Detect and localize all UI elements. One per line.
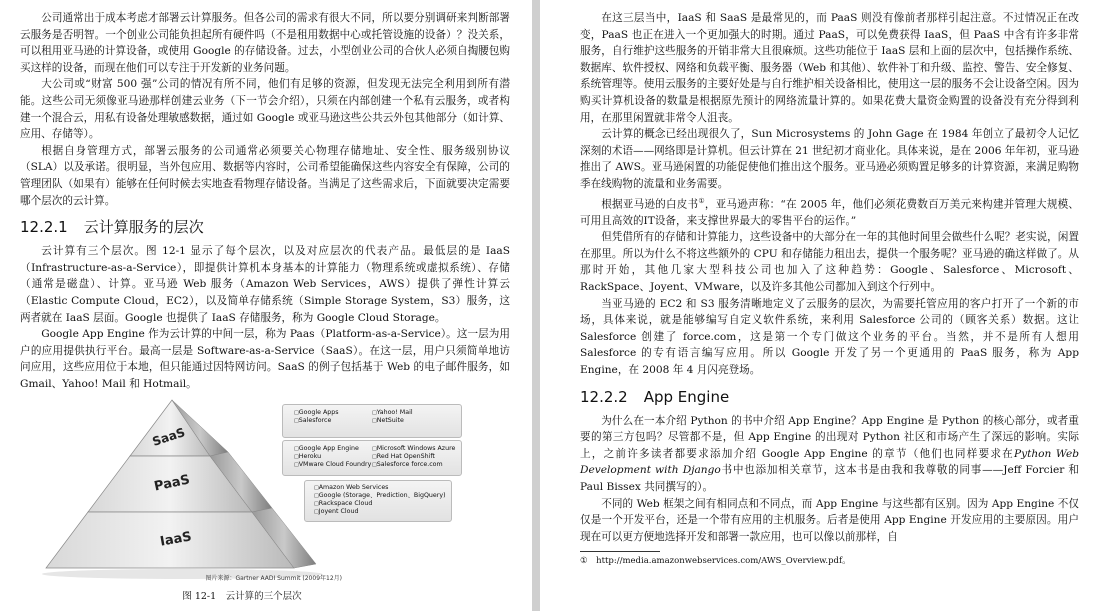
paas-example: □ Microsoft Windows Azure bbox=[372, 445, 455, 454]
left-page bbox=[0, 0, 532, 611]
book-title: Python Web Development with Django bbox=[580, 447, 1080, 477]
iaas-example: □ Google (Storage、Prediction、BigQuery) bbox=[314, 492, 446, 501]
footnote-marker: ① bbox=[698, 196, 705, 205]
right-page bbox=[540, 0, 1109, 611]
paragraph: 在这三层当中，IaaS 和 SaaS 是最常见的，而 PaaS 则没有像前者那样引起注意。不过情况正在改变，PaaS 也正在进入一个更加强大的时期。通过 PaaS，可以免费获得 IaaS，但 PaaS 中含有许多非常服务，自行维护这些服务的开销非常大且很麻烦。这些功能位于 IaaS 层和上面的层次中，包括操作系统、数据库、软件授权、网络和负载平衡、服务器（Web 和其他）、软件补丁和升级、监控、警告、安全修复、系统管理等。使用云服务的主要好处是与自行维护相关设备相比，使用这一层的服务不会让设备空闲。因为购买计算机设备的数量是根据原先预计的网络流量计算的。如果花费大量资金购置的设备没有充分得到利用，在那里闲置就非常令人沮丧。 bbox=[580, 12, 1079, 124]
paas-example: □ Heroku bbox=[294, 453, 321, 462]
section-number: 12.2.2 bbox=[580, 387, 628, 406]
paas-example: □ VMware Cloud Foundry bbox=[294, 461, 371, 470]
paragraph: 但凭借所有的存储和计算能力，这些设备中的大部分在一年的其他时间里会做些什么呢？老实说，闲置在那里。所以为什么不将这些额外的 CPU 和存储能力租出去，提供一个服务呢？亚马逊的确这样做了。从那时开始，其他几家大型科技公司也加入了这种趋势：Google、Salesforce、Microsoft、RackSpace、Joyent、VMware，以及许多其他公司都加入到这个行列中。 bbox=[580, 231, 1079, 294]
saas-example: □ Yahoo! Mail bbox=[372, 409, 413, 418]
paragraph: 大公司或“财富 500 强”公司的情况有所不同，他们有足够的资源，但发现无法完全利用到所有潜能。这些公司无须像亚马逊那样创建云业务（下一节会介绍），只须在内部创建一个私有云服务，或者构建一个混合云，用私有设备处理敏感数据，通过如 Google 或亚马逊这些公共云外包其他部分（如计算、应用、存储等）。 bbox=[20, 78, 510, 141]
saas-example: □ NetSuite bbox=[372, 417, 404, 426]
paas-tier-label: PaaS bbox=[152, 472, 192, 496]
paragraph: 云计算的概念已经出现很久了，Sun Microsystems 的 John Gage 在 1984 年创立了最初令人记忆深刻的术语——网络即是计算机。但云计算在 21 世纪初才商业化。具体来说，是在 2006 年年初，亚马逊推出了 AWS。亚马逊闲置的功能促使他们推出这个服务。亚马逊必须购置足够多的计算资源，来满足购物季在线购物的流量和业务需要。 bbox=[580, 128, 1079, 190]
paragraph: 云计算有三个层次。图 12-1 显示了每个层次，以及对应层次的代表产品。最低层的是 IaaS（Infrastructure-as-a-Service），即提供计算机本身基本的计算能力（物理系统或虚拟系统）、存储（通常是磁盘）、计算。亚马逊 Web 服务（Amazon Web Services，AWS）提供了弹性计算云（Elastic Compute Cloud，EC2），以及简单存储系统（Simple Storage System，S3）服务，这两者就在 IaaS 层面。Google 也提供了 IaaS 存储服务，称为 Google Cloud Storage。 bbox=[20, 245, 510, 324]
paragraph bbox=[580, 193, 1079, 230]
paas-example: □ Salesforce force.com bbox=[372, 461, 443, 470]
figure-cloud-pyramid bbox=[32, 396, 456, 586]
saas-tier-label: SaaS bbox=[150, 425, 187, 450]
section-title: 云计算服务的层次 bbox=[83, 218, 204, 237]
paas-example: □ Google App Engine bbox=[294, 445, 359, 454]
paragraph: Google App Engine 作为云计算的中间一层，称为 Paas（Platform-as-a-Service）。这一层为用户的应用提供执行平台。最高一层是 Software-as-a-Service（SaaS）。在这一层，用户只须简单地访问应用，这些应用位于本地，但只能通过因特网访问。SaaS 的例子包括基于 Web 的电子邮件服务，如 Gmail、Yahoo! Mail 和 Hotmail。 bbox=[20, 328, 510, 390]
section-heading bbox=[580, 387, 1079, 407]
paragraph-text: 为什么在一本介绍 Python 的书中介绍 App Engine？App Engine 是 Python 的核心部分，或者重要的第三方包吗？尽管都不是，但 App Engine 的出现对 Python 社区和市场产生了深远的影响。实际上，之前许多读者都要求添加介绍 Google App Engine 的章节（他们也同样要求在 bbox=[580, 414, 1079, 460]
paragraph-lead: 根据亚马逊的白皮书 bbox=[601, 198, 699, 211]
paas-example: □ Red Hat OpenShift bbox=[372, 453, 435, 462]
paragraph: 根据自身管理方式，部署云服务的公司通常必须要关心物理存储地址、安全性、服务级别协议（SLA）以及承诺。很明显，当外包应用、数据等内容时，公司希望能确保这些内容安全有保障，公司的管理团队（如果有）能够在任何时候去实地查看物理存储设备。当满足了这些需求后，下面就要决定需要哪个层次的云计算。 bbox=[20, 144, 510, 207]
paragraph bbox=[580, 413, 1079, 496]
saas-example: □ Google Apps bbox=[294, 409, 339, 418]
iaas-example: □ Rackspace Cloud bbox=[314, 500, 372, 509]
section-heading bbox=[20, 217, 510, 237]
iaas-example: □ Joyent Cloud bbox=[314, 508, 359, 517]
paragraph: 公司通常出于成本考虑才部署云计算服务。但各公司的需求有很大不同，所以要分别调研来判断部署云服务是否明智。一个创业公司能负担起所有硬件吗（不是租用数据中心或托管设施的设备）？没关系，可以租用亚马逊的计算设备，或使用 Google 的存储设备。过去，小型创业公司的合伙人必须自掏腰包购买这样的设备，而现在他们可以专注于开发新的业务问题。 bbox=[20, 12, 510, 74]
amazon-quote: ，亚马逊声称：“在 2005 年，他们必须花费数百万美元来构建并管理大规模、可用且高效的IT设备，来支撑世界最大的零售平台的运作。” bbox=[580, 198, 1080, 227]
footnote: ① http://media.amazonwebservices.com/AWS_Overview.pdf。 bbox=[580, 556, 851, 567]
book-gutter bbox=[532, 0, 540, 611]
figure-caption: 图 12-1 云计算的三个层次 bbox=[182, 591, 302, 603]
section-title: App Engine bbox=[643, 387, 730, 406]
iaas-example: □ Amazon Web Services bbox=[314, 484, 388, 493]
paragraph: 不同的 Web 框架之间有相同点和不同点，而 App Engine 与这些都有区别。因为 App Engine 不仅仅是一个开发平台，还是一个带有应用的主机服务。后者是使用 App Engine 开发应用的主要原因。用户现在可以更方便地选择开发和部署一款应用，也可以像以前那样，自 bbox=[580, 497, 1079, 543]
paragraph-text: 书中也添加相关章节，这本书是由我和我尊敬的同事——Jeff Forcier 和 Paul Bissex 共同撰写的）。 bbox=[580, 464, 1079, 493]
iaas-tier-label: IaaS bbox=[158, 529, 193, 551]
figure-source: 图片来源：Gartner AADI Summit (2009年12月) bbox=[205, 575, 342, 583]
section-number: 12.2.1 bbox=[20, 218, 68, 237]
saas-example: □ Salesforce bbox=[294, 417, 331, 426]
footnote-rule bbox=[580, 551, 660, 552]
paragraph: 当亚马逊的 EC2 和 S3 服务清晰地定义了云服务的层次，为需要托管应用的客户打开了一个新的市场，具体来说，就是能够编写自定义软件系统，来利用 Salesforce 公司的（顾客关系）数据。这让 Salesforce 创建了 force.com，这是第一个专门做这个业务的平台。当然，并不是所有人想用 Salesforce 的专有语言编写应用。所以 Google 开发了另一个更通用的 PaaS 服务，称为 App Engine，在 2008 年 4 月闪亮登场。 bbox=[580, 297, 1079, 376]
